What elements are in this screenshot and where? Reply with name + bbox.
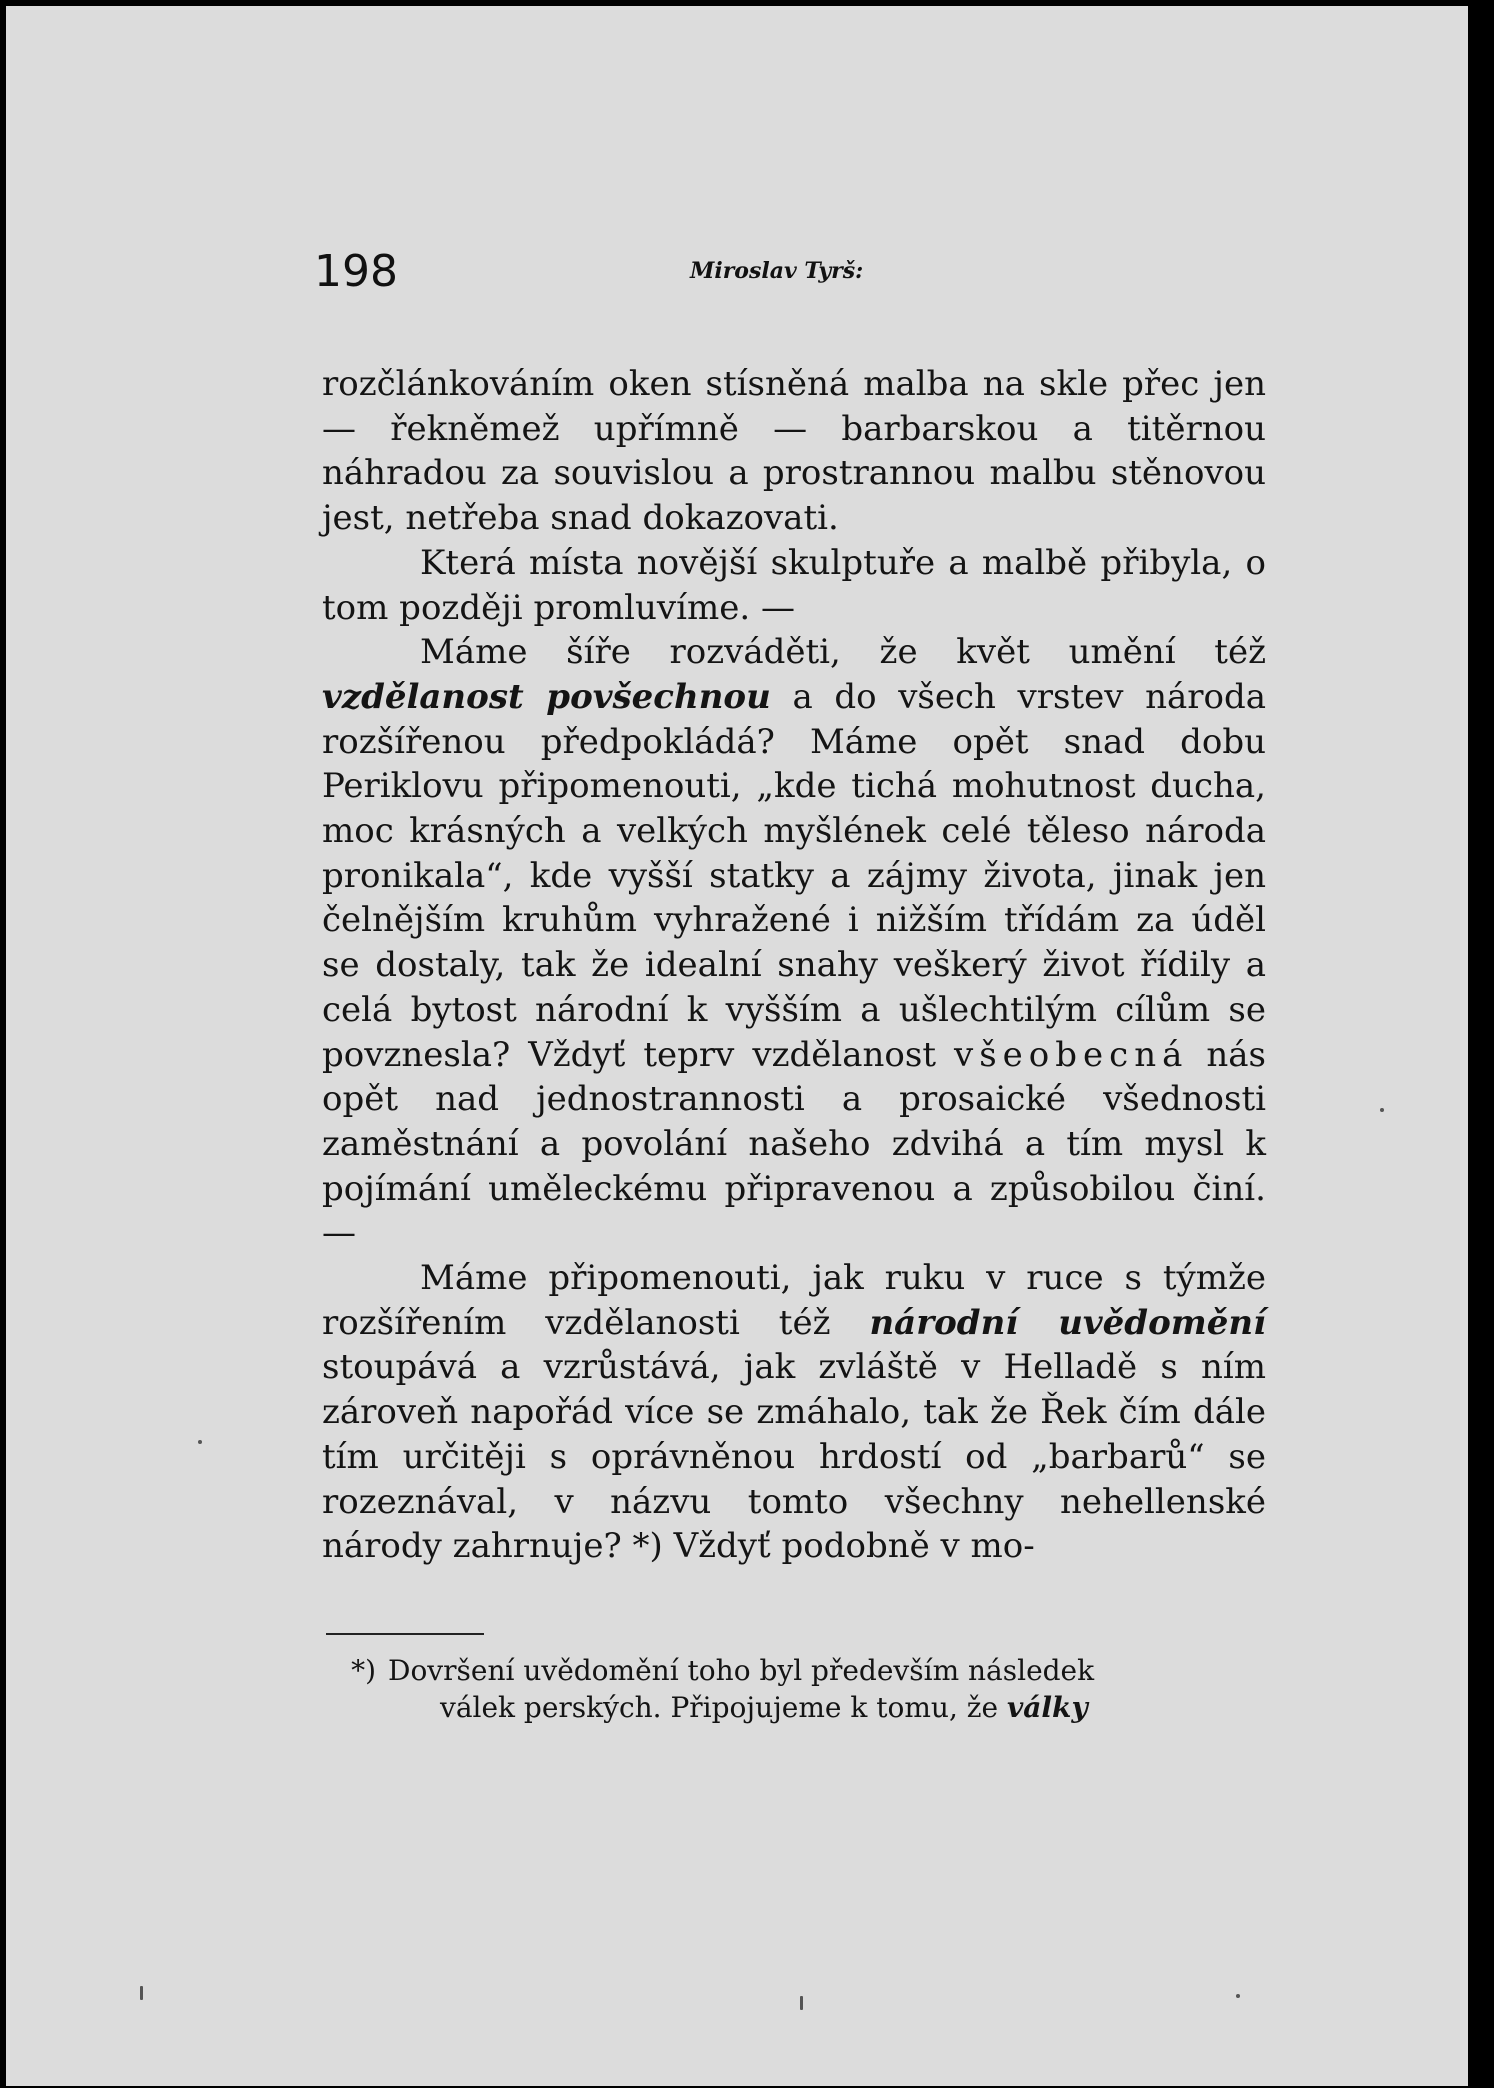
- footnote-mark: *): [351, 1654, 376, 1687]
- footnote-text-1: Dovršení uvědomění toho byl především následek: [388, 1654, 1095, 1687]
- emphasis-narodni-uvedomeni: národní uvědomění: [869, 1302, 1267, 1343]
- footnote-rule: [326, 1633, 484, 1635]
- footnote-text-2: válek perských. Připojujeme k tomu, že: [440, 1691, 1007, 1724]
- scan-right-edge: [1472, 0, 1494, 2088]
- scan-speck: [1236, 1994, 1240, 1998]
- emphasis-vzdelanost: vzdělanost povšechnou: [322, 676, 771, 717]
- body-text: [322, 362, 1266, 1569]
- scan-speck: [140, 1986, 143, 2000]
- footnote: [322, 1652, 1266, 1726]
- paragraph-4: [322, 1256, 1266, 1569]
- paragraph-3-text-c: nás opět nad jednostrannosti a prosaické všednosti zaměstnání a povolání našeho zdvihá a tím mysl k pojímání uměleckému připravenou a způsobilou činí. —: [322, 1034, 1266, 1254]
- paragraph-3-text-b: a do všech vrstev národa rozšířenou předpokládá? Máme opět snad dobu Periklovu připomenouti, „kde tichá mohutnost ducha, moc krásných a velkých myšlének celé těleso národa pronikala“, kde vyšší statky a zájmy života, jinak jen čelnějším kruhům vyhražené i nižším třídám za úděl se dostaly, tak že idealní snahy veškerý život řídily a celá bytost národní k vyšším a ušlechtilým cílům se povznesla? Vždyť teprv vzdělanost: [322, 676, 1267, 1075]
- paragraph-4-text-a: Máme připomenouti, jak ruku v ruce s týmže rozšířením vzdělanosti též: [322, 1258, 1266, 1343]
- paragraph-2: Která místa novější skulptuře a malbě přibyla, o tom později promluvíme. —: [322, 542, 1266, 628]
- footnote-line-2: [322, 1689, 1266, 1726]
- paragraph-3-text-a: Máme šíře rozváděti, že květ umění též: [420, 632, 1266, 673]
- footnote-line-1: [322, 1652, 1266, 1689]
- scan-speck: [800, 1996, 803, 2010]
- spaced-vseobecna: všeobecná: [954, 1034, 1189, 1075]
- page-header: [314, 246, 1274, 306]
- scan-speck: [198, 1440, 202, 1444]
- page-number: 198: [314, 246, 398, 297]
- scan-speck: [1380, 1108, 1384, 1112]
- paragraph-4-text-b: stoupává a vzrůstává, jak zvláště v Helladě s ním zároveň napořád více se zmáhalo, tak že Řek čím dále tím určitěji s oprávněnou hrdostí od „barbarů“ se rozeznával, v názvu tomto všechny nehellenské národy zahrnuje? *) Vždyť podobně v mo-: [322, 1347, 1266, 1567]
- paragraph-3: [322, 630, 1266, 1256]
- emphasis-valky: války: [1007, 1691, 1088, 1724]
- paragraph-1: rozčlánkováním oken stísněná malba na skle přec jen — řekněmež upřímně — barbarskou a titěrnou náhradou za souvislou a prostrannou malbu stěnovou jest, netřeba snad dokazovati.: [322, 364, 1266, 539]
- running-head: Miroslav Tyrš:: [690, 258, 864, 284]
